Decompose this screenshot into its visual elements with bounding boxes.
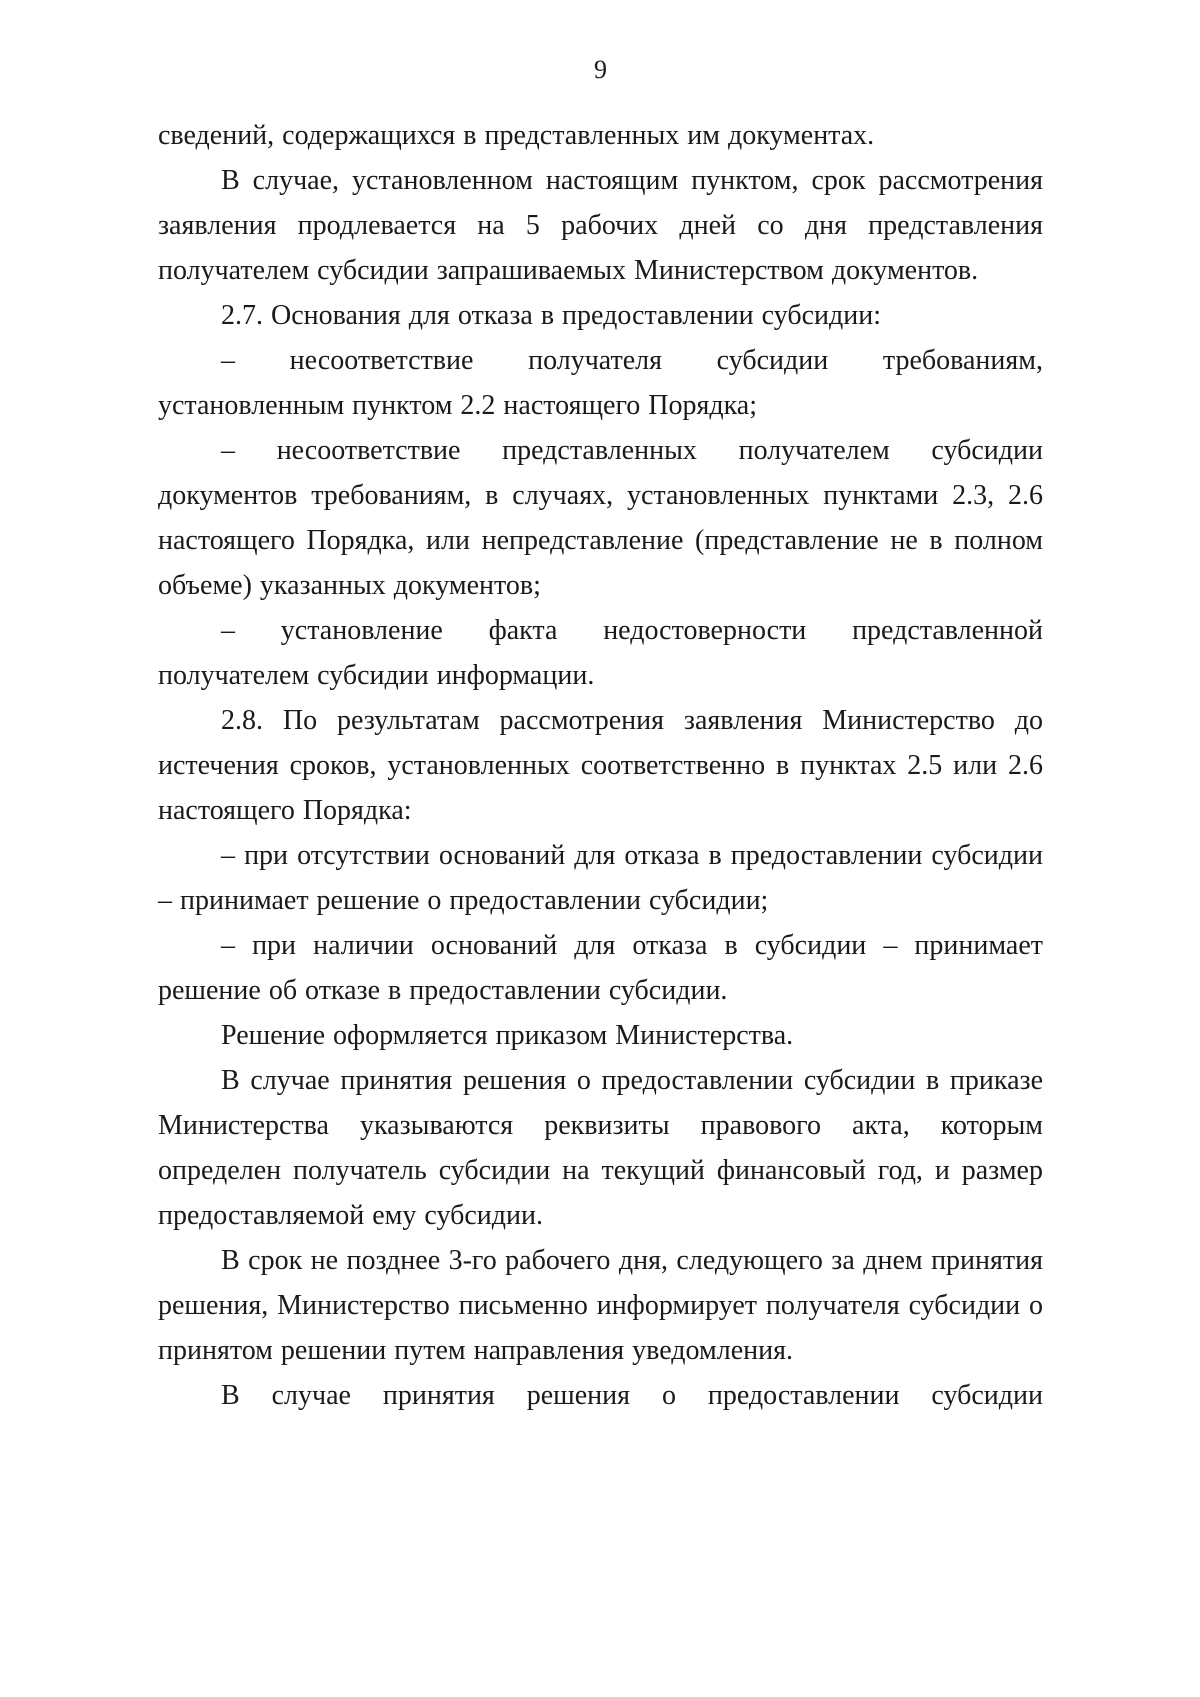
paragraph: Решение оформляется приказом Министерства. xyxy=(221,1020,794,1051)
paragraph: В случае, установленном настоящим пунктом, срок рассмотрения заявления продлевается на 5 рабочих дней со дня представления получателем субсидии запрашиваемых Министерством документов. xyxy=(158,165,1043,286)
paragraph: В случае принятия решения о предоставлении субсидии xyxy=(221,1380,1043,1411)
paragraph: сведений, содержащихся в представленных им документах. xyxy=(158,120,875,151)
paragraph-list-item: – несоответствие представленных получателем субсидии документов требованиям, в случаях, установленных пунктами 2.3, 2.6 настоящего Порядка, или непредставление (представление не в полном объеме) указанных документов; xyxy=(158,435,1043,601)
document-body xyxy=(158,113,1043,1418)
paragraph-list-item: – при отсутствии оснований для отказа в предоставлении субсидии – принимает решение о предоставлении субсидии; xyxy=(158,840,1043,916)
paragraph: В срок не позднее 3-го рабочего дня, следующего за днем принятия решения, Министерство письменно информирует получателя субсидии о принятом решении путем направления уведомления. xyxy=(158,1245,1043,1366)
paragraph-list-item: – несоответствие получателя субсидии требованиям, установленным пунктом 2.2 настоящего Порядка; xyxy=(158,345,1043,421)
paragraph-heading-2-8: 2.8. По результатам рассмотрения заявления Министерство до истечения сроков, установленных соответственно в пунктах 2.5 или 2.6 настоящего Порядка: xyxy=(158,705,1043,826)
paragraph-heading-2-7: 2.7. Основания для отказа в предоставлении субсидии: xyxy=(221,300,882,331)
paragraph-list-item: – установление факта недостоверности представленной получателем субсидии информации. xyxy=(158,615,1043,691)
paragraph-list-item: – при наличии оснований для отказа в субсидии – принимает решение об отказе в предоставлении субсидии. xyxy=(158,930,1043,1006)
paragraph: В случае принятия решения о предоставлении субсидии в приказе Министерства указываются реквизиты правового акта, которым определен получатель субсидии на текущий финансовый год, и размер предоставляемой ему субсидии. xyxy=(158,1065,1043,1231)
page-number: 9 xyxy=(594,55,607,84)
